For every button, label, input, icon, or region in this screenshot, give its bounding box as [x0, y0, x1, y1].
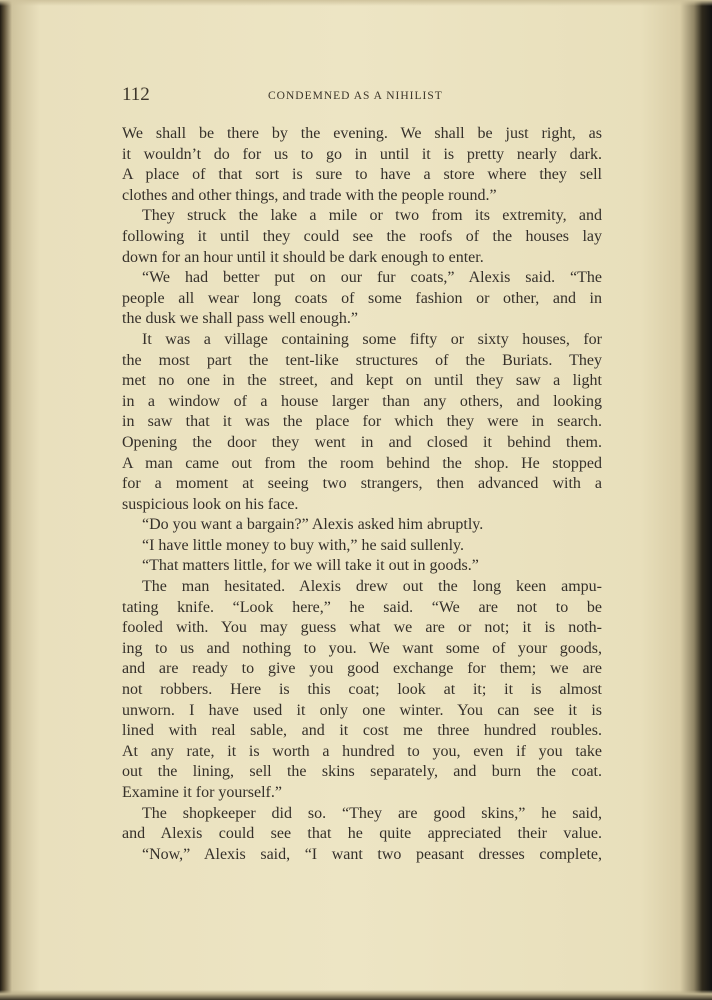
text-line: not robbers. Here is this coat; look at it; it is almost: [122, 681, 602, 699]
text-line: “I have little money to buy with,” he said sullenly.: [142, 536, 464, 554]
text-line: met no one in the street, and kept on until they saw a light: [122, 372, 602, 390]
text-line: ing to us and nothing to you. We want some of your goods,: [122, 639, 602, 657]
running-head: CONDEMNED AS A NIHILIST: [268, 90, 443, 102]
text-line: “We had better put on our fur coats,” Alexis said. “The: [142, 269, 602, 287]
text-line: “Do you want a bargain?” Alexis asked him abruptly.: [142, 516, 484, 534]
text-line: for a moment at seeing two strangers, then advanced with a: [122, 475, 602, 493]
text-line: the dusk we shall pass well enough.”: [122, 310, 358, 328]
text-line: A place of that sort is sure to have a store where they sell: [122, 166, 602, 184]
text-line: Examine it for yourself.”: [122, 784, 282, 801]
text-line: down for an hour until it should be dark enough to enter.: [122, 248, 484, 266]
text-line: A man came out from the room behind the shop. He stopped: [122, 454, 602, 472]
text-line: people all wear long coats of some fashion or other, and in: [122, 289, 602, 307]
text-line: tating knife. “Look here,” he said. “We are not to be: [122, 598, 602, 616]
text-line: it wouldn’t do for us to go in until it is pretty nearly dark.: [122, 145, 602, 163]
text-line: in a window of a house larger than any others, and looking: [122, 392, 602, 410]
text-line: and are ready to give you good exchange for them; we are: [122, 660, 602, 678]
text-line: fooled with. You may guess what we are or not; it is noth-: [122, 619, 602, 637]
page-number: 112: [122, 84, 150, 105]
text-line: We shall be there by the evening. We shall be just right, as: [122, 125, 602, 142]
body-text: [122, 124, 602, 865]
text-line: At any rate, it is worth a hundred to you, even if you take: [122, 742, 602, 760]
text-line: in saw that it was the place for which they were in search.: [122, 413, 602, 431]
page-header: [122, 84, 602, 108]
text-line: following it until they could see the roofs of the houses lay: [122, 227, 602, 245]
text-line: and Alexis could see that he quite appreciated their value.: [122, 825, 602, 843]
text-line: “Now,” Alexis said, “I want two peasant dresses complete,: [142, 845, 602, 863]
text-line: unworn. I have used it only one winter. You can see it is: [122, 701, 602, 719]
text-line: lined with real sable, and it cost me three hundred roubles.: [122, 722, 602, 740]
text-line: “That matters little, for we will take it out in goods.”: [142, 557, 479, 575]
text-line: They struck the lake a mile or two from its extremity, and: [142, 207, 602, 225]
text-line: the most part the tent-like structures of the Buriats. They: [122, 351, 602, 369]
page-bottom-edge: [0, 990, 712, 1000]
text-line: clothes and other things, and trade with the people round.”: [122, 186, 497, 204]
text-line: It was a village containing some fifty or sixty houses, for: [142, 330, 602, 348]
page-top-edge: [0, 0, 712, 6]
text-line: out the lining, sell the skins separately, and burn the coat.: [122, 763, 602, 781]
text-line: Opening the door they went in and closed it behind them.: [122, 433, 602, 451]
text-line: suspicious look on his face.: [122, 495, 299, 513]
text-line: The shopkeeper did so. “They are good skins,” he said,: [142, 804, 602, 822]
text-line: The man hesitated. Alexis drew out the long keen ampu-: [142, 578, 602, 596]
